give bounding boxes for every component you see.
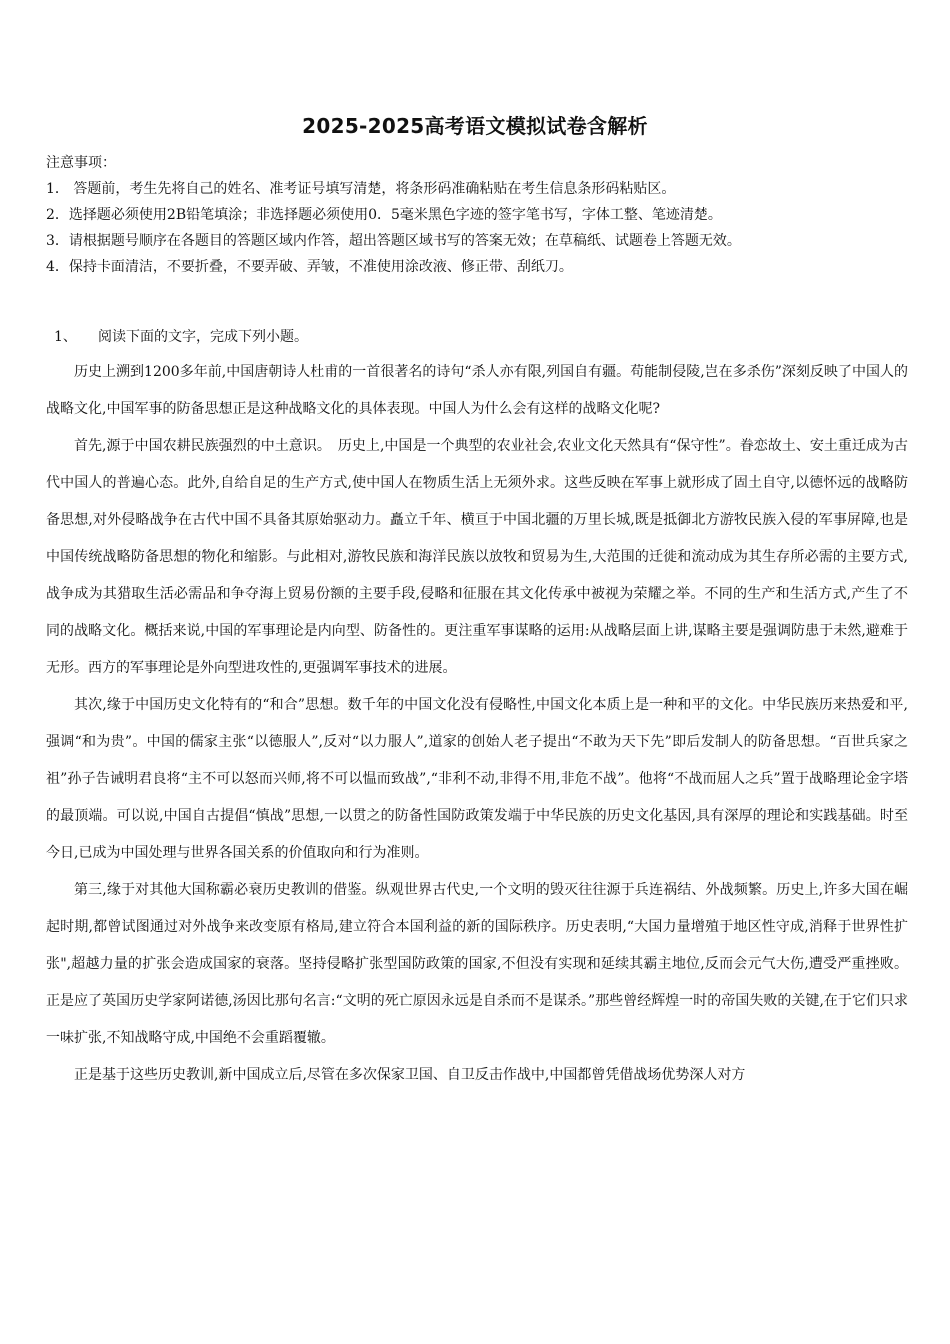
passage-paragraph: 其次,缘于中国历史文化特有的“和合”思想。数千年的中国文化没有侵略性,中国文化本质上是一种和平的文化。中华民族历来热爱和平,强调“和为贵”。中国的儒家主张“以德服人”,反对“以力服人”,道家的创始人老子提出“不敢为天下先”即后发制人的防备思想。“百世兵家之祖”孙子告诫明君良将“主不可以怒而兴师,将不可以愠而致战”,“非利不动,非得不用,非危不战”。他将“不战而屈人之兵”置于战略理论金字塔的最顶端。可以说,中国自古提倡“慎战”思想,一以贯之的防备性国防政策发端于中华民族的历史文化基因,具有深厚的理论和实践基础。时至今日,已成为中国处理与世界各国关系的价值取向和行为准则。 xyxy=(46,697,908,861)
passage-paragraph: 正是基于这些历史教训,新中国成立后,尽管在多次保家卫国、自卫反击作战中,中国都曾凭借战场优势深人对方 xyxy=(74,1067,746,1083)
notice-heading: 注意事项： xyxy=(46,155,116,171)
question-number: 1、 xyxy=(54,329,77,345)
notice-list xyxy=(46,176,906,280)
question-heading xyxy=(54,324,308,350)
notice-item: 3．请根据题号顺序在各题目的答题区域内作答，超出答题区域书写的答案无效；在草稿纸、试题卷上答题无效。 xyxy=(46,233,741,249)
passage-paragraph: 第三,缘于对其他大国称霸必衰历史教训的借鉴。纵观世界古代史,一个文明的毁灭往往源于兵连祸结、外战频繁。历史上,许多大国在崛起时期,都曾试图通过对外战争来改变原有格局,建立符合本国利益的新的国际秩序。历史表明,“大国力量增殖于地区性守成,消释于世界性扩张",超越力量的扩张会造成国家的衰落。坚持侵略扩张型国防政策的国家,不但没有实现和延续其霸主地位,反而会元气大伤,遭受严重挫败。正是应了英国历史学家阿诺德,汤因比那句名言:“文明的死亡原因永远是自杀而不是谋杀。”那些曾经辉煌一时的帝国失败的关键,在于它们只求一味扩张,不知战略守成,中国绝不会重蹈覆辙。 xyxy=(46,882,908,1046)
reading-passage xyxy=(46,354,908,1094)
notice-item: 2．选择题必须使用2B铅笔填涂；非选择题必须使用0．5毫米黑色字迹的签字笔书写，字体工整、笔迹清楚。 xyxy=(46,207,722,223)
passage-paragraph: 历史上溯到1200多年前,中国唐朝诗人杜甫的一首很著名的诗句“杀人亦有限,列国自有疆。苟能制侵陵,岂在多杀伤”深刻反映了中国人的战略文化,中国军事的防备思想正是这种战略文化的具体表现。中国人为什么会有这样的战略文化呢? xyxy=(46,364,908,417)
notice-section xyxy=(46,150,906,280)
notice-item: 1． 答题前，考生先将自己的姓名、准考证号填写清楚，将条形码准确粘贴在考生信息条形码粘贴区。 xyxy=(46,181,676,197)
passage-paragraph: 首先,源于中国农耕民族强烈的中土意识。 历史上,中国是一个典型的农业社会,农业文化天然具有“保守性”。眷恋故土、安土重迁成为古代中国人的普遍心态。此外,自给自足的生产方式,使中国人在物质生活上无须外求。这些反映在军事上就形成了固土自守,以德怀远的战略防备思想,对外侵略战争在古代中国不具备其原始驱动力。矗立千年、横亘于中国北疆的万里长城,既是抵御北方游牧民族入侵的军事屏障,也是中国传统战略防备思想的物化和缩影。与此相对,游牧民族和海洋民族以放牧和贸易为生,大范围的迁徙和流动成为其生存所必需的主要方式,战争成为其猎取生活必需品和争夺海上贸易份额的主要手段,侵略和征服在其文化传承中被视为荣耀之举。不同的生产和生活方式,产生了不同的战略文化。概括来说,中国的军事理论是内向型、防备性的。更注重军事谋略的运用:从战略层面上讲,谋略主要是强调防患于未然,避难于无形。西方的军事理论是外向型进攻性的,更强调军事技术的进展。 xyxy=(46,438,908,676)
document-title: 2025-2025高考语文模拟试卷含解析 xyxy=(302,114,648,138)
question-prompt: 阅读下面的文字，完成下列小题。 xyxy=(98,329,308,345)
notice-item: 4．保持卡面清洁，不要折叠，不要弄破、弄皱，不准使用涂改液、修正带、刮纸刀。 xyxy=(46,259,573,275)
